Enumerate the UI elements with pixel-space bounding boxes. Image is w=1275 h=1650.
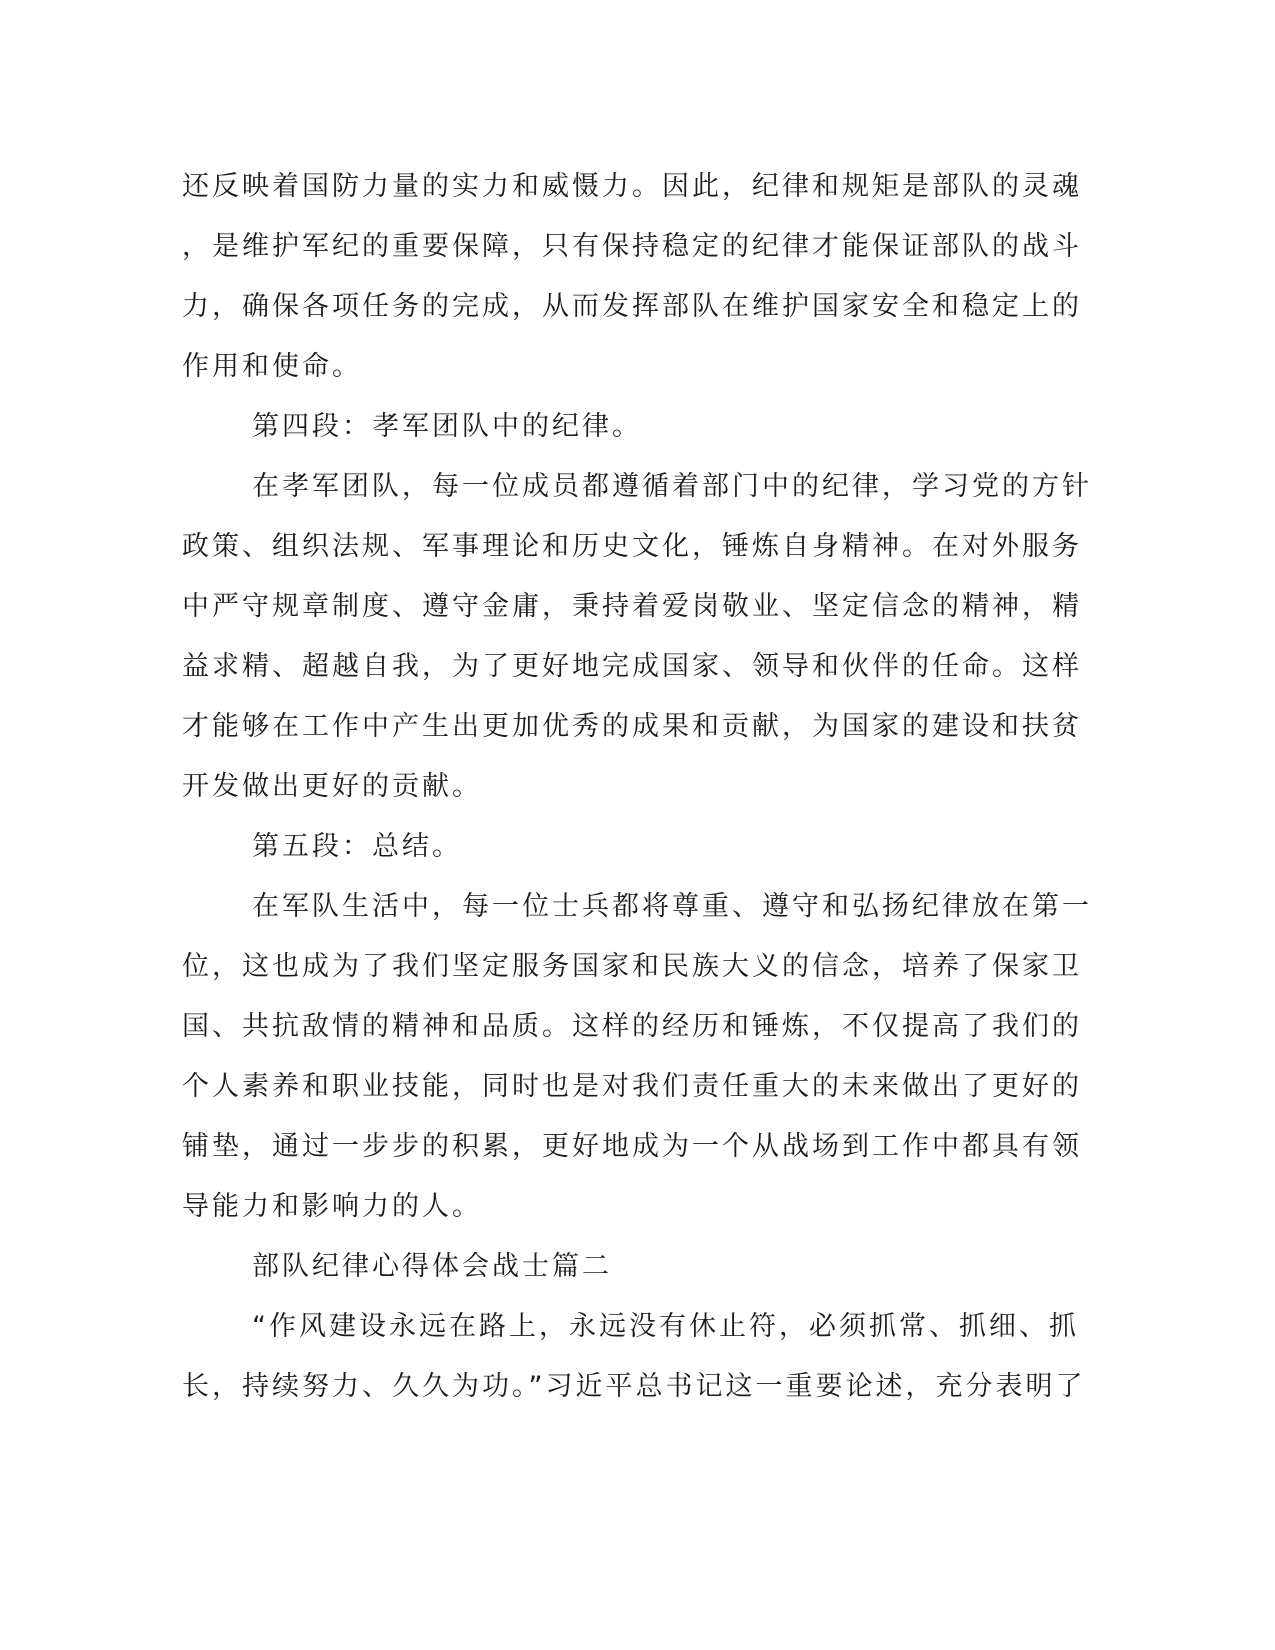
- section-heading: 第五段：总结。: [252, 831, 462, 862]
- text-line: 政策、组织法规、军事理论和历史文化，锤炼自身精神。在对外服务: [182, 531, 1082, 562]
- paragraph-first-line: 在军队生活中，每一位士兵都将尊重、遵守和弘扬纪律放在第一: [252, 891, 1092, 922]
- article-title: 部队纪律心得体会战士篇二: [252, 1251, 612, 1282]
- text-line: 益求精、超越自我，为了更好地完成国家、领导和伙伴的任命。这样: [182, 651, 1082, 682]
- text-line: 中严守规章制度、遵守金庸，秉持着爱岗敬业、坚定信念的精神，精: [182, 591, 1082, 622]
- text-line: 铺垫，通过一步步的积累，更好地成为一个从战场到工作中都具有领: [182, 1131, 1082, 1162]
- text-line: 个人素养和职业技能，同时也是对我们责任重大的未来做出了更好的: [182, 1071, 1082, 1102]
- paragraph-first-line: 在孝军团队，每一位成员都遵循着部门中的纪律，学习党的方针: [252, 471, 1092, 502]
- text-line: 长，持续努力、久久为功。”习近平总书记这一重要论述，充分表明了: [182, 1371, 1086, 1402]
- text-line: 导能力和影响力的人。: [182, 1191, 482, 1222]
- text-line: 还反映着国防力量的实力和威慑力。因此，纪律和规矩是部队的灵魂: [182, 171, 1082, 202]
- text-line: 开发做出更好的贡献。: [182, 771, 482, 802]
- section-heading: 第四段：孝军团队中的纪律。: [252, 411, 642, 442]
- text-line: 才能够在工作中产生出更加优秀的成果和贡献，为国家的建设和扶贫: [182, 711, 1082, 742]
- text-line: 作用和使命。: [182, 351, 362, 382]
- text-line: 位，这也成为了我们坚定服务国家和民族大义的信念，培养了保家卫: [182, 951, 1082, 982]
- text-line: ，是维护军纪的重要保障，只有保持稳定的纪律才能保证部队的战斗: [182, 231, 1082, 262]
- text-line: 力，确保各项任务的完成，从而发挥部队在维护国家安全和稳定上的: [182, 291, 1082, 322]
- text-line: 国、共抗敌情的精神和品质。这样的经历和锤炼，不仅提高了我们的: [182, 1011, 1082, 1042]
- paragraph-first-line: “作风建设永远在路上，永远没有休止符，必须抓常、抓细、抓: [252, 1311, 1079, 1342]
- document-body: [182, 157, 1092, 1417]
